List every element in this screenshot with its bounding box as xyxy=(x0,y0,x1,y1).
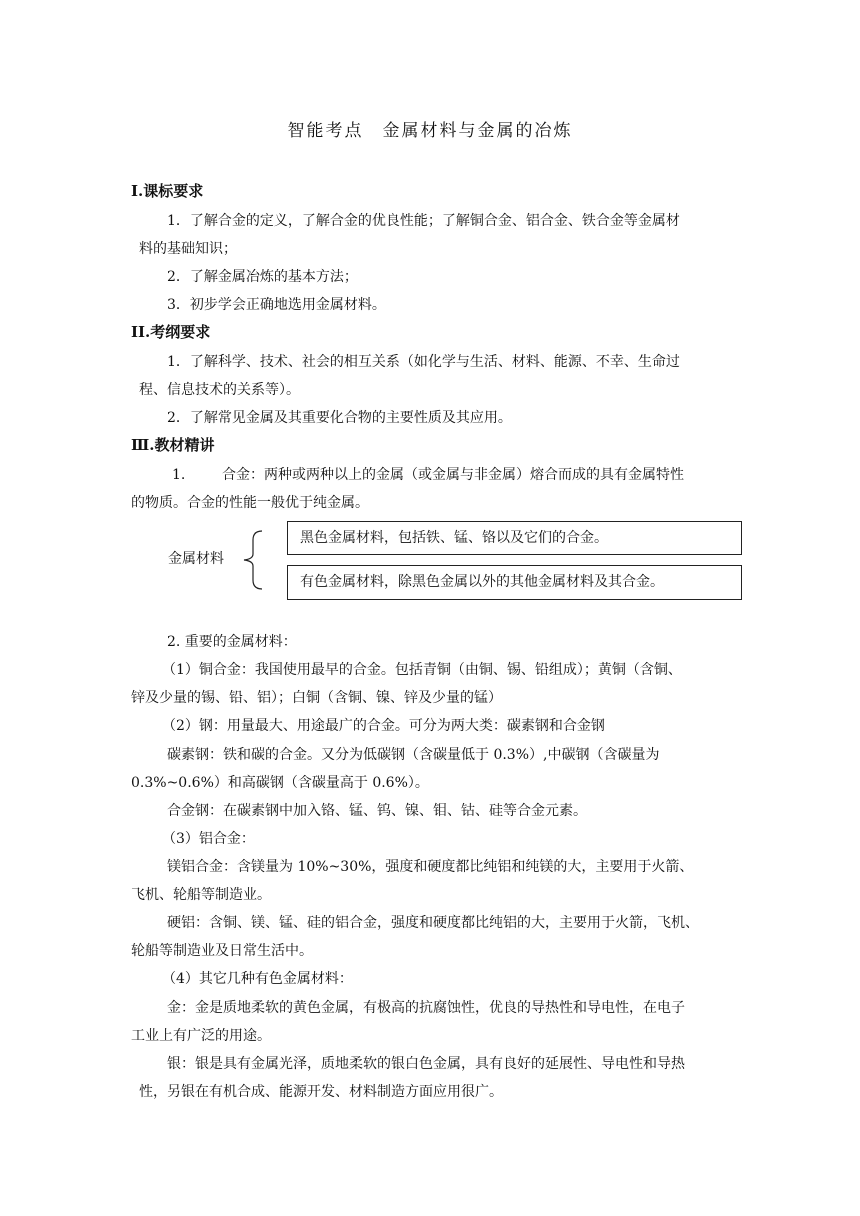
silver: 银：银是具有金属光泽，质地柔软的银白色金属，具有良好的延展性、导电性和导热 xyxy=(167,1056,685,1072)
duralumin: 硬铝：含铜、镁、锰、硅的铝合金，强度和硬度都比纯铝的大，主要用于火箭，飞机、 xyxy=(167,915,699,931)
copper-alloy: （1）铜合金：我国使用最早的合金。包括青铜（由铜、锡、铅组成）；黄铜（含铜、 xyxy=(162,662,682,678)
nonferrous-metal-box: 有色金属材料，除黑色金属以外的其他金属材料及其合金。 xyxy=(287,565,742,600)
section1-item-1-cont: 料的基础知识； xyxy=(139,241,237,257)
steel: （2）钢：用量最大、用途最广的合金。可分为两大类：碳素钢和合金钢 xyxy=(162,718,605,734)
gold-cont: 工业上有广泛的用途。 xyxy=(131,1028,271,1044)
mg-al-alloy: 镁铝合金：含镁量为 10%~30%，强度和硬度都比纯铝和纯镁的大，主要用于火箭、 xyxy=(167,859,694,875)
alloy-definition-cont: 的物质。合金的性能一般优于纯金属。 xyxy=(131,495,369,511)
duralumin-cont: 轮船等制造业及日常生活中。 xyxy=(131,943,313,959)
silver-cont: 性，另银在有机合成、能源开发、材料制造方面应用很广。 xyxy=(139,1084,503,1100)
section2-item-1: 1．了解科学、技术、社会的相互关系（如化学与生活、材料、能源、不幸、生命过 xyxy=(167,354,680,370)
carbon-steel-cont: 0.3%~0.6%）和高碳钢（含碳量高于 0.6%）。 xyxy=(131,775,429,791)
alloy-steel: 合金钢：在碳素钢中加入铬、锰、钨、镍、钼、钴、硅等合金元素。 xyxy=(167,803,587,819)
important-materials-heading: 2. 重要的金属材料： xyxy=(167,634,297,650)
copper-alloy-cont: 锌及少量的锡、铅、铝）；白铜（含铜、镍、锌及少量的锰） xyxy=(131,690,502,706)
section1-item-3: 3．初步学会正确地选用金属材料。 xyxy=(167,297,386,313)
section2-item-1-cont: 程、信息技术的关系等）。 xyxy=(139,382,300,398)
alloy-number: 1. xyxy=(172,467,186,483)
section2-heading: II.考纲要求 xyxy=(131,323,211,341)
section1-heading: I.课标要求 xyxy=(131,182,204,200)
carbon-steel: 碳素钢：铁和碳的合金。又分为低碳钢（含碳量低于 0.3%）,中碳钢（含碳量为 xyxy=(167,747,660,763)
mg-al-alloy-cont: 飞机、轮船等制造业。 xyxy=(131,887,271,903)
section1-item-2: 2．了解金属冶炼的基本方法； xyxy=(167,269,358,285)
ferrous-metal-box: 黑色金属材料，包括铁、锰、铬以及它们的合金。 xyxy=(287,521,742,555)
page-title: 智能考点 金属材料与金属的冶炼 xyxy=(287,121,573,141)
section2-item-2: 2．了解常见金属及其重要化合物的主要性质及其应用。 xyxy=(167,410,512,426)
alloy-definition: 合金：两种或两种以上的金属（或金属与非金属）熔合而成的具有金属特性 xyxy=(222,467,684,483)
metal-materials-label: 金属材料 xyxy=(168,551,224,567)
aluminum-alloy: （3）铝合金： xyxy=(162,831,255,847)
other-nonferrous: （4）其它几种有色金属材料： xyxy=(162,971,353,987)
section3-heading: Ⅲ.教材精讲 xyxy=(131,436,215,454)
brace-icon xyxy=(238,528,268,592)
gold: 金：金是质地柔软的黄色金属，有极高的抗腐蚀性，优良的导热性和导电性，在电子 xyxy=(167,1000,685,1016)
section1-item-1: 1．了解合金的定义，了解合金的优良性能；了解铜合金、铝合金、铁合金等金属材 xyxy=(167,213,680,229)
